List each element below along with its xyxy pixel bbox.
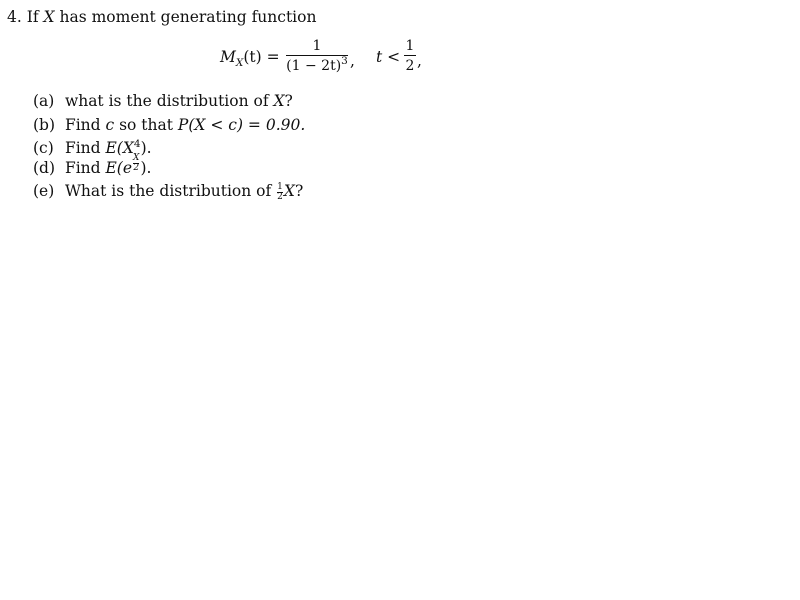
- part-label: (d): [33, 159, 56, 177]
- denominator-exponent: 3: [341, 55, 348, 67]
- condition-variable: t <: [376, 48, 401, 66]
- part-text: Find: [64, 139, 106, 157]
- fraction-bar: [404, 55, 416, 56]
- mgf-denominator: [286, 55, 348, 75]
- part-variable: X: [283, 182, 295, 200]
- exponent-fraction: [133, 154, 139, 173]
- mgf-argument: (t) =: [243, 48, 280, 66]
- random-variable: X: [43, 8, 55, 26]
- part-variable: X: [273, 92, 285, 110]
- part-text: Find: [64, 116, 106, 134]
- part-expression: E(X: [105, 139, 134, 157]
- intro-text-before: If: [26, 8, 44, 26]
- mgf-symbol: M: [220, 48, 236, 66]
- mgf-lhs: [220, 48, 280, 69]
- half-fraction: [277, 183, 283, 202]
- mgf-subscript: X: [235, 57, 244, 69]
- part-text: what is the distribution of: [64, 92, 274, 110]
- fraction-denominator: 2: [277, 191, 283, 202]
- fraction-numerator: 1: [277, 181, 283, 192]
- exponent-denominator: 2: [133, 162, 140, 173]
- part-variable: c: [105, 116, 115, 134]
- mgf-fraction: [286, 38, 348, 75]
- mgf-comma: ,: [350, 52, 355, 70]
- mgf-equation: [220, 38, 460, 80]
- part-end: ?: [294, 182, 304, 200]
- intro-text-after: has moment generating function: [54, 8, 317, 26]
- part-label: (a): [33, 92, 55, 110]
- part-end: ?: [284, 92, 293, 110]
- part-a: [33, 92, 293, 110]
- condition-fraction: [404, 38, 416, 74]
- part-expression: E(e: [105, 159, 133, 177]
- part-b: [33, 116, 305, 134]
- part-end: ).: [140, 159, 152, 177]
- part-exponent: 4: [133, 138, 141, 150]
- fraction-bar: [286, 55, 348, 56]
- part-e: [33, 182, 303, 202]
- denominator-base: (1 − 2t): [286, 58, 342, 74]
- problem-statement: [7, 6, 316, 28]
- condition-denominator: 2: [405, 58, 415, 74]
- part-d: [33, 152, 152, 179]
- part-expression: P(X < c) = 0.90.: [177, 116, 306, 134]
- exponent-numerator: X: [133, 152, 140, 163]
- part-middle: so that: [114, 116, 178, 134]
- part-label: (c): [33, 139, 54, 157]
- condition-comma: ,: [417, 52, 422, 70]
- part-end: ).: [140, 139, 152, 157]
- part-text: What is the distribution of: [64, 182, 277, 200]
- problem-number: 4.: [7, 8, 22, 26]
- part-label: (e): [33, 182, 55, 200]
- part-text: Find: [64, 159, 106, 177]
- part-label: (b): [33, 116, 56, 134]
- condition-numerator: 1: [405, 38, 415, 54]
- mgf-numerator: 1: [312, 38, 322, 54]
